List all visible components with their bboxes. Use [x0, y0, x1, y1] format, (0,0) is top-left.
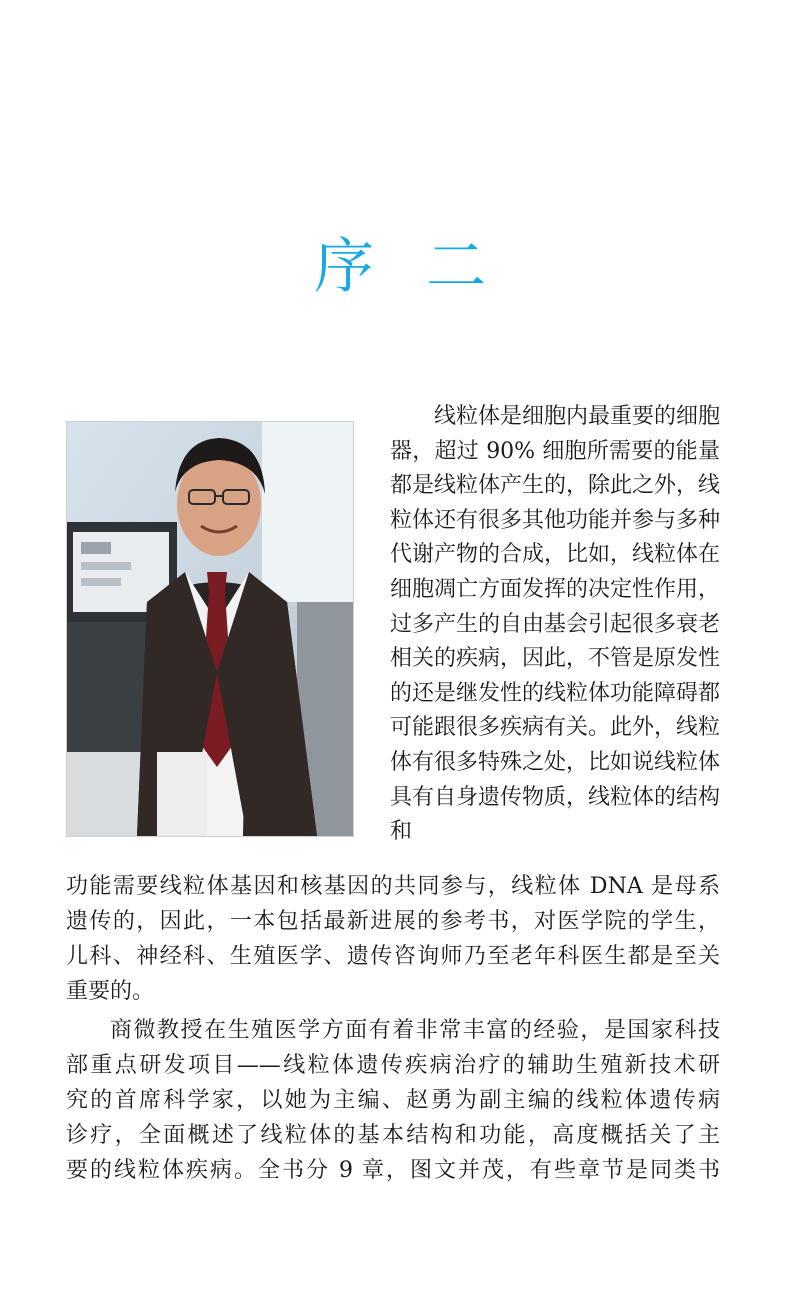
- paragraph-1-line-1: 功能需要线粒体基因和核基因的共同参与，线粒体 DNA 是母系: [66, 874, 720, 899]
- title-char-1: 序: [314, 232, 374, 302]
- page-title: [0, 232, 800, 302]
- paragraph-2-line-4: 诊疗，全面概述了线粒体的基本结构和功能，高度概括关了主: [66, 1123, 720, 1148]
- paragraph-1-line-2: 遗传的，因此，一本包括最新进展的参考书，对医学院的学生，: [66, 909, 720, 934]
- portrait-photo: [66, 421, 354, 837]
- paragraph-1-line-3: 儿科、神经科、生殖医学、遗传咨询师乃至老年科医生都是至关: [66, 944, 720, 969]
- paragraph-2-line-2: 部重点研发项目——线粒体遗传疾病治疗的辅助生殖新技术研: [66, 1053, 720, 1078]
- paragraph-1-line-4: 重要的。: [66, 979, 155, 1004]
- title-char-2: 二: [426, 232, 486, 302]
- paragraph-2-line-5: 要的线粒体疾病。全书分 9 章，图文并茂，有些章节是同类书: [66, 1158, 720, 1183]
- paragraph-2-line-3: 究的首席科学家，以她为主编、赵勇为副主编的线粒体遗传病: [66, 1088, 720, 1113]
- paragraph-1-wrapped: 线粒体是细胞内最重要的细胞器，超过 90% 细胞所需要的能量都是线粒体产生的，除此之外，线粒体还有很多其他功能并参与多种代谢产物的合成，比如，线粒体在细胞凋亡方面发挥的决定性作用，过多产生的自由基会引起很多衰老相关的疾病，因此，不管是原发性的还是继发性的线粒体功能障碍都可能跟很多疾病有关。此外，线粒体有很多特殊之处，比如说线粒体具有自身遗传物质，线粒体的结构和: [390, 404, 721, 845]
- paragraph-2-line-1: 商微教授在生殖医学方面有着非常丰富的经验，是国家科技: [110, 1018, 720, 1043]
- portrait-illustration: [67, 422, 353, 836]
